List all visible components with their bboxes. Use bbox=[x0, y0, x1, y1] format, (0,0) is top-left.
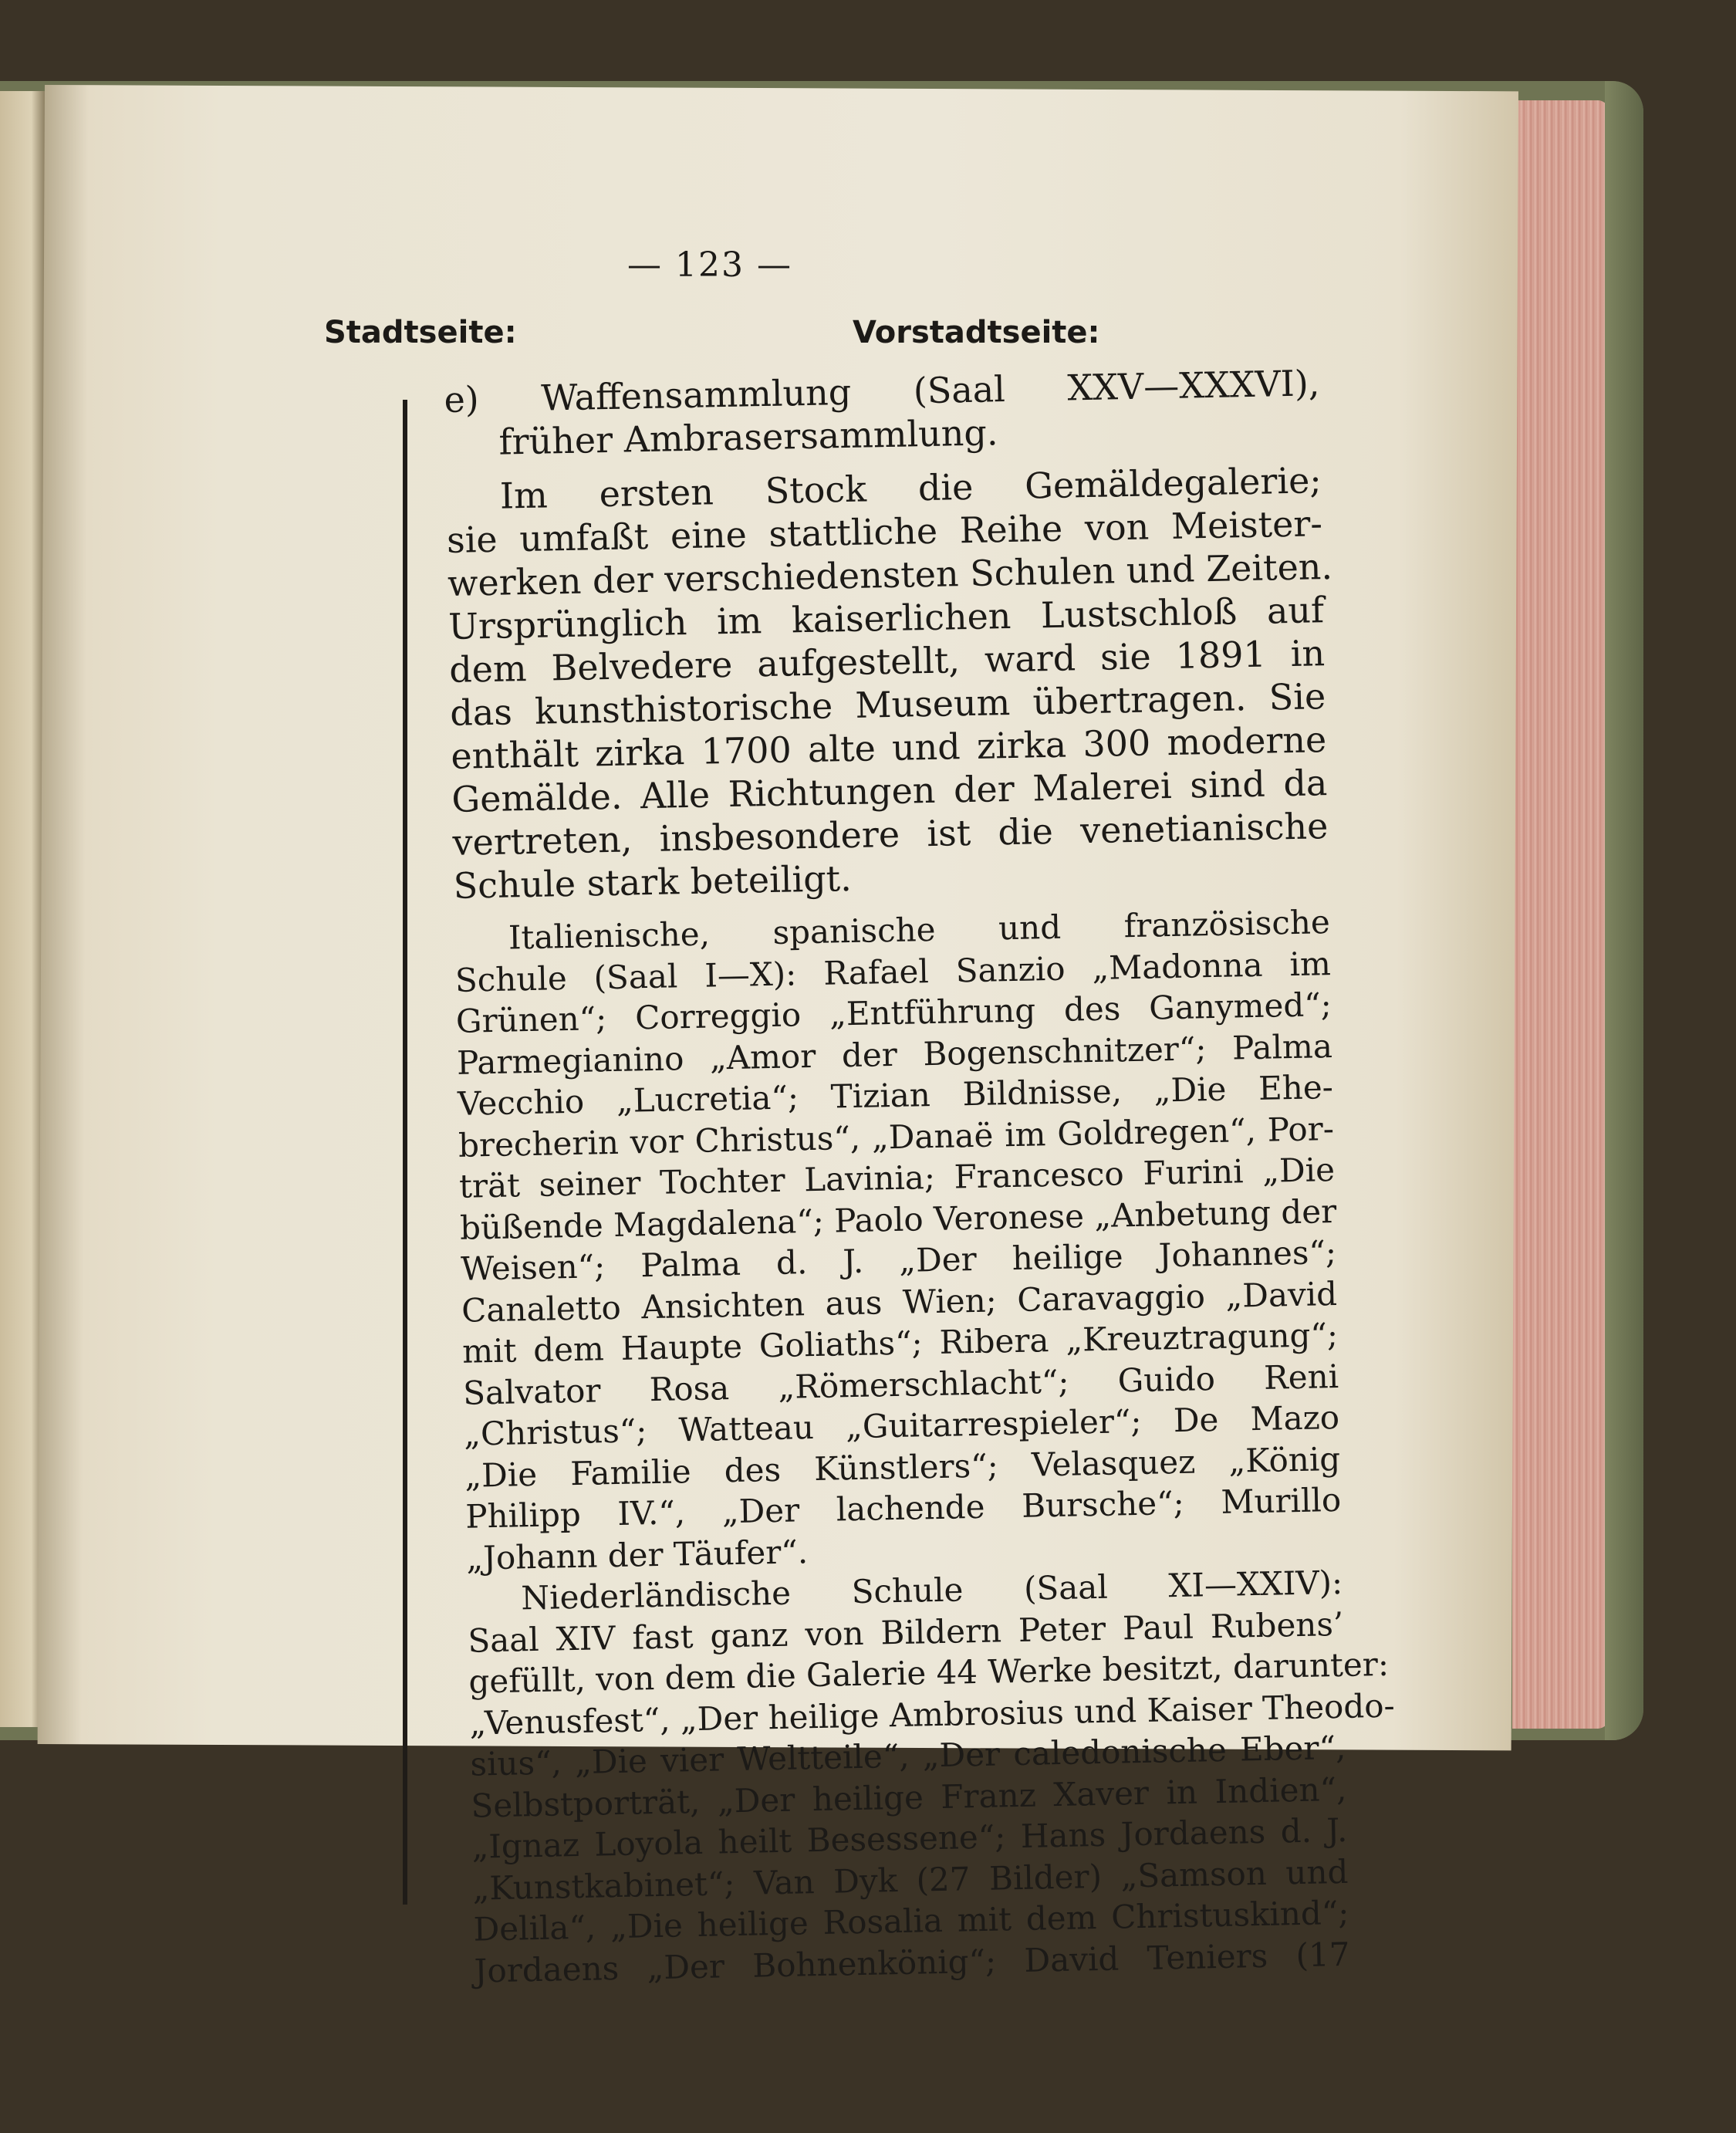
text-line: trät seiner Tochter Lavinia; Francesco Furini „Die bbox=[458, 1151, 1336, 1205]
text-line: mit dem Haupte Goliaths“; Ribera „Kreuztragung“; bbox=[461, 1315, 1339, 1371]
text-line: Gemälde. Alle Richtungen der Malerei sind da bbox=[451, 762, 1328, 820]
header-stadtseite: Stadtseite: bbox=[324, 315, 517, 350]
text-line: Parmegianino „Amor der Bogenschnitzer“; Palma bbox=[456, 1026, 1333, 1082]
text-line: e) Waffensammlung (Saal XXV—XXXVI), bbox=[444, 362, 1320, 421]
text-line: Schule stark beteiligt. bbox=[453, 857, 853, 907]
text-line: „Die Familie des Künstlers“; Velasquez „König bbox=[464, 1439, 1341, 1495]
text-line: Weisen“; Palma d. J. „Der heilige Johannes“; bbox=[460, 1233, 1337, 1288]
text-line: Saal XIV fast ganz von Bildern Peter Paul Rubens’ bbox=[467, 1604, 1344, 1660]
text-line: gefüllt, von dem die Galerie 44 Werke besitzt, darunter: bbox=[468, 1645, 1390, 1701]
text-line: „Venusfest“, „Der heilige Ambrosius und Kaiser Theodo- bbox=[468, 1686, 1396, 1743]
text-line: vertreten, insbesondere ist die venetianische bbox=[452, 805, 1329, 864]
text-line: „Christus“; Watteau „Guitarrespieler“; De Mazo bbox=[463, 1398, 1340, 1453]
text-line: Jordaens „Der Bohnenkönig“; David Teniers (17 bbox=[474, 1935, 1350, 1990]
text-line: enthält zirka 1700 alte und zirka 300 moderne bbox=[450, 718, 1327, 777]
body-text bbox=[444, 361, 1396, 1991]
text-line: Canaletto Ansichten aus Wien; Caravaggio „David bbox=[461, 1274, 1338, 1330]
text-line: Italienische, spanische und französische bbox=[508, 903, 1331, 957]
text-line: Grünen“; Correggio „Entführung des Ganymed“; bbox=[455, 985, 1332, 1040]
text-line: früher Ambrasersammlung. bbox=[498, 411, 998, 463]
text-line: Salvator Rosa „Römerschlacht“; Guido Reni bbox=[462, 1357, 1339, 1412]
column-rule bbox=[403, 400, 407, 1905]
text-line: Selbstporträt, „Der heilige Franz Xaver in Indien“, bbox=[471, 1770, 1347, 1825]
text-line: sius“, „Die vier Weltteile“, „Der caledonische Eber“, bbox=[470, 1728, 1346, 1783]
text-line: Philipp IV.“, „Der lachende Bursche“; Murillo bbox=[464, 1480, 1342, 1536]
text-line: werken der verschiedensten Schulen und Zeiten. bbox=[447, 545, 1333, 604]
text-line: „Ignaz Loyola heilt Besessene“; Hans Jordaens d. J. bbox=[471, 1810, 1348, 1866]
text-line: brecherin vor Christus“, „Danaë im Goldregen“, Por- bbox=[458, 1109, 1335, 1165]
text-line: Schule (Saal I—X): Rafael Sanzio „Madonna im bbox=[454, 944, 1332, 999]
text-line: Im ersten Stock die Gemäldegalerie; bbox=[499, 459, 1322, 517]
text-line: das kunsthistorische Museum übertragen. Sie bbox=[449, 675, 1326, 734]
text-line: Delila“, „Die heilige Rosalia mit dem Christuskind“; bbox=[473, 1893, 1349, 1949]
text-line: dem Belvedere aufgestellt, ward sie 1891 in bbox=[448, 632, 1326, 691]
text-line: sie umfaßt eine stattliche Reihe von Meister- bbox=[446, 502, 1323, 561]
text-line: Ursprünglich im kaiserlichen Lustschloß auf bbox=[448, 589, 1325, 647]
text-line: Niederländische Schule (Saal XI—XXIV): bbox=[520, 1563, 1343, 1617]
page-number: — 123 — bbox=[627, 245, 792, 285]
text-line: „Kunstkabinet“; Van Dyk (27 Bilder) „Samson und bbox=[472, 1852, 1349, 1908]
text-line: büßende Magdalena“; Paolo Veronese „Anbetung der bbox=[459, 1192, 1337, 1247]
text-line: Vecchio „Lucretia“; Tizian Bildnisse, „Die Ehe- bbox=[457, 1068, 1334, 1123]
text-line: „Johann der Täufer“. bbox=[465, 1532, 809, 1577]
header-vorstadtseite: Vorstadtseite: bbox=[853, 315, 1100, 350]
